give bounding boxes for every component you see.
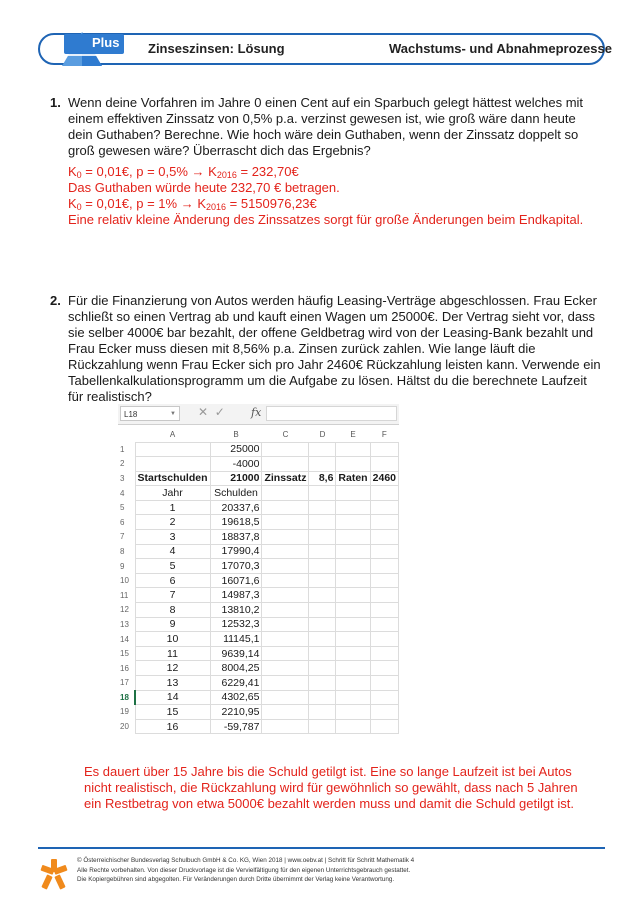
question-2-text xyxy=(68,293,608,405)
cell-e[interactable] xyxy=(336,632,370,647)
sheet-row xyxy=(118,603,399,618)
cell-c[interactable] xyxy=(262,486,309,501)
row-header[interactable]: 1 xyxy=(118,442,135,457)
corner-cell xyxy=(118,428,135,442)
name-box-value: L18 xyxy=(124,410,138,419)
cell-e[interactable] xyxy=(336,573,370,588)
cell-c[interactable] xyxy=(262,690,309,705)
cell-f[interactable] xyxy=(370,500,398,515)
cell-b[interactable]: Schulden xyxy=(210,486,262,501)
cell-c[interactable] xyxy=(262,661,309,676)
cell-e[interactable] xyxy=(336,559,370,574)
formula-icons xyxy=(198,405,225,419)
cell-e[interactable] xyxy=(336,515,370,530)
cell-b[interactable]: 13810,2 xyxy=(210,603,262,618)
cell-c[interactable]: Zinssatz xyxy=(262,471,309,486)
answer-line: $K_0$ = 0,01€, $p = 0,5\% \to K_{2016}$ = 232,70€ xyxy=(68,164,299,180)
cell-d[interactable]: 8,6 xyxy=(309,471,336,486)
cell-e[interactable] xyxy=(336,676,370,691)
row-header[interactable]: 6 xyxy=(118,515,135,530)
sheet-row xyxy=(118,486,399,501)
column-header[interactable]: D xyxy=(309,428,336,442)
cell-b[interactable]: 19618,5 xyxy=(210,515,262,530)
cell-a[interactable]: 10 xyxy=(135,632,210,647)
cell-f[interactable] xyxy=(370,530,398,545)
cell-f[interactable] xyxy=(370,559,398,574)
cell-a[interactable]: 12 xyxy=(135,661,210,676)
cell-a[interactable]: Startschulden xyxy=(135,471,210,486)
row-header[interactable]: 17 xyxy=(118,676,135,691)
cell-b[interactable]: -59,787 xyxy=(210,719,262,734)
cell-a[interactable]: 8 xyxy=(135,603,210,618)
cell-b[interactable]: 2210,95 xyxy=(210,705,262,720)
cell-a[interactable]: 4 xyxy=(135,544,210,559)
cell-e[interactable] xyxy=(336,719,370,734)
q1-line: dein Guthaben? Berechne. Wie hoch wäre dein Guthaben, wenn der Zinssatz doppelt so xyxy=(68,127,579,142)
cell-c[interactable] xyxy=(262,515,309,530)
spreadsheet xyxy=(118,404,399,739)
cell-d[interactable] xyxy=(309,500,336,515)
cell-d[interactable] xyxy=(309,588,336,603)
row-header[interactable]: 18 xyxy=(118,690,135,705)
cell-c[interactable] xyxy=(262,617,309,632)
row-header[interactable]: 8 xyxy=(118,544,135,559)
cell-c[interactable] xyxy=(262,544,309,559)
cell-e[interactable] xyxy=(336,588,370,603)
cell-d[interactable] xyxy=(309,646,336,661)
cell-e[interactable] xyxy=(336,661,370,676)
cell-d[interactable] xyxy=(309,573,336,588)
sheet-row xyxy=(118,471,399,486)
cell-b[interactable]: 25000 xyxy=(210,442,262,457)
cell-f[interactable] xyxy=(370,603,398,618)
question-2-number: 2. xyxy=(50,293,61,308)
cell-e[interactable] xyxy=(336,603,370,618)
cell-e[interactable] xyxy=(336,544,370,559)
cell-a[interactable]: 3 xyxy=(135,530,210,545)
row-header[interactable]: 16 xyxy=(118,661,135,676)
footer-line: Alle Rechte vorbehalten. Von dieser Druckvorlage ist die Vervielfältigung für den eigenen Unterrichtsgebrauch gestattet. xyxy=(77,866,411,874)
cell-d[interactable] xyxy=(309,632,336,647)
row-header[interactable]: 20 xyxy=(118,719,135,734)
cell-c[interactable] xyxy=(262,705,309,720)
sheet-row xyxy=(118,676,399,691)
cell-a[interactable] xyxy=(135,442,210,457)
cell-e[interactable] xyxy=(336,646,370,661)
cell-e[interactable] xyxy=(336,486,370,501)
q2-line: schließt so einen Vertrag ab und kauft einen Wagen um 25000€. Der Vertrag sieht vor, dass xyxy=(68,309,596,324)
sheet-row xyxy=(118,500,399,515)
column-header[interactable]: B xyxy=(210,428,262,442)
row-header[interactable]: 9 xyxy=(118,559,135,574)
cell-d[interactable] xyxy=(309,442,336,457)
cell-a[interactable]: 1 xyxy=(135,500,210,515)
cell-b[interactable]: 14987,3 xyxy=(210,588,262,603)
cell-d[interactable] xyxy=(309,661,336,676)
q2-line: für realistisch? xyxy=(68,389,152,404)
q2-line: Rückzahlung wenn Frau Ecker sich pro Jahr 2460€ Rückzahlung leisten kann. Verwende ein xyxy=(68,357,601,372)
section-title: Wachstums- und Abnahmeprozesse xyxy=(389,41,612,56)
cell-b[interactable]: 12532,3 xyxy=(210,617,262,632)
cell-f[interactable] xyxy=(370,661,398,676)
cell-d[interactable] xyxy=(309,705,336,720)
cell-f[interactable] xyxy=(370,690,398,705)
cell-d[interactable] xyxy=(309,515,336,530)
cell-b[interactable]: 6229,41 xyxy=(210,676,262,691)
cell-a[interactable] xyxy=(135,457,210,472)
cell-b[interactable]: 17070,3 xyxy=(210,559,262,574)
column-header[interactable]: C xyxy=(262,428,309,442)
cell-a[interactable]: 6 xyxy=(135,573,210,588)
name-box[interactable] xyxy=(120,406,180,421)
cell-c[interactable] xyxy=(262,676,309,691)
cell-e[interactable] xyxy=(336,442,370,457)
sheet-row xyxy=(118,559,399,574)
cell-d[interactable] xyxy=(309,486,336,501)
cell-b[interactable]: 8004,25 xyxy=(210,661,262,676)
row-header[interactable]: 11 xyxy=(118,588,135,603)
q2-line: Tabellenkalkulationsprogramm um die Aufgabe zu lösen. Hältst du die berechnete Laufzeit xyxy=(68,373,587,388)
cell-b[interactable]: 18837,8 xyxy=(210,530,262,545)
cell-c[interactable] xyxy=(262,646,309,661)
q1-line: groß gewesen wäre? Überrascht dich das Ergebnis? xyxy=(68,143,371,158)
plus-logo xyxy=(50,30,132,70)
cell-c[interactable] xyxy=(262,530,309,545)
question-1-text xyxy=(68,95,588,159)
cell-c[interactable] xyxy=(262,442,309,457)
page-title: Zinseszinsen: Lösung xyxy=(148,41,285,56)
cell-f[interactable] xyxy=(370,515,398,530)
cell-b[interactable]: -4000 xyxy=(210,457,262,472)
confirm-icon[interactable]: ✓ xyxy=(214,405,225,419)
sheet-row xyxy=(118,544,399,559)
cell-f[interactable] xyxy=(370,588,398,603)
answer-line: ein Restbetrag von etwa 5000€ bezahlt werden muss und damit die Schuld getilgt ist. xyxy=(84,796,574,811)
publisher-logo-icon xyxy=(40,857,68,893)
cell-b[interactable]: 9639,14 xyxy=(210,646,262,661)
cell-b[interactable]: 11145,1 xyxy=(210,632,262,647)
footer-line: Die Kopiergebühren sind abgegolten. Für Veränderungen durch Dritte übernimmt der Verlag keine Verantwortung. xyxy=(77,876,395,883)
cell-a[interactable]: 7 xyxy=(135,588,210,603)
sheet-grid xyxy=(118,428,399,734)
sheet-row xyxy=(118,515,399,530)
cell-e[interactable] xyxy=(336,530,370,545)
sheet-row xyxy=(118,646,399,661)
cell-c[interactable] xyxy=(262,632,309,647)
cell-f[interactable] xyxy=(370,457,398,472)
sheet-row xyxy=(118,573,399,588)
column-header[interactable]: A xyxy=(135,428,210,442)
cell-a[interactable]: 9 xyxy=(135,617,210,632)
footer-copyright xyxy=(77,856,414,885)
cell-e[interactable]: Raten xyxy=(336,471,370,486)
q1-line: einem effektiven Zinssatz von 0,5% p.a. verzinst gewesen ist, wie groß wäre dann heute xyxy=(68,111,576,126)
answer-line: Das Guthaben würde heute 232,70 € betragen. xyxy=(68,180,340,195)
answer-line: Eine relativ kleine Änderung des Zinssatzes sorgt für große Änderungen beim Endkapital. xyxy=(68,212,584,227)
cell-f[interactable] xyxy=(370,676,398,691)
column-header[interactable]: F xyxy=(370,428,398,442)
column-header-row xyxy=(118,428,399,442)
cell-c[interactable] xyxy=(262,573,309,588)
cell-c[interactable] xyxy=(262,588,309,603)
row-header[interactable]: 19 xyxy=(118,705,135,720)
q2-line: sie selber 4000€ bar bezahlt, der offene Geldbetrag wird von der Leasing-Bank bezahlt und xyxy=(68,325,594,340)
cell-e[interactable] xyxy=(336,690,370,705)
cell-f[interactable] xyxy=(370,486,398,501)
row-header[interactable]: 14 xyxy=(118,632,135,647)
cell-a[interactable]: Jahr xyxy=(135,486,210,501)
cell-c[interactable] xyxy=(262,719,309,734)
sheet-row xyxy=(118,719,399,734)
cell-a[interactable]: 5 xyxy=(135,559,210,574)
row-header[interactable]: 15 xyxy=(118,646,135,661)
cell-d[interactable] xyxy=(309,544,336,559)
row-header[interactable]: 2 xyxy=(118,457,135,472)
sheet-row xyxy=(118,632,399,647)
answer-line: nicht realistisch, die Rückzahlung wird für gewöhnlich so gewählt, dass nach 5 Jahren xyxy=(84,780,578,795)
sheet-row xyxy=(118,617,399,632)
q2-line: Für die Finanzierung von Autos werden häufig Leasing-Verträge abgeschlossen. Frau Ecker xyxy=(68,293,597,308)
cell-f[interactable] xyxy=(370,617,398,632)
cell-c[interactable] xyxy=(262,500,309,515)
sheet-row xyxy=(118,661,399,676)
question-1-answer xyxy=(68,164,583,228)
row-header[interactable]: 3 xyxy=(118,471,135,486)
cell-b[interactable]: 16071,6 xyxy=(210,573,262,588)
cell-c[interactable] xyxy=(262,559,309,574)
question-1-number: 1. xyxy=(50,95,61,110)
cell-d[interactable] xyxy=(309,676,336,691)
cell-a[interactable]: 16 xyxy=(135,719,210,734)
cell-a[interactable]: 11 xyxy=(135,646,210,661)
chevron-down-icon: ▼ xyxy=(170,411,176,417)
cell-d[interactable] xyxy=(309,530,336,545)
cell-f[interactable] xyxy=(370,705,398,720)
cell-a[interactable]: 14 xyxy=(135,690,210,705)
cell-d[interactable] xyxy=(309,719,336,734)
cell-b[interactable]: 4302,65 xyxy=(210,690,262,705)
cell-f[interactable] xyxy=(370,719,398,734)
sheet-row xyxy=(118,457,399,472)
cell-e[interactable] xyxy=(336,705,370,720)
cell-f[interactable] xyxy=(370,646,398,661)
cell-a[interactable]: 2 xyxy=(135,515,210,530)
cell-f[interactable]: 2460 xyxy=(370,471,398,486)
function-icon[interactable]: fx xyxy=(251,406,262,419)
cell-d[interactable] xyxy=(309,617,336,632)
question-2-answer xyxy=(84,764,578,812)
row-header[interactable]: 4 xyxy=(118,486,135,501)
cancel-icon[interactable]: ✕ xyxy=(198,405,209,419)
plus-label: Plus xyxy=(92,35,120,50)
q2-line: Frau Ecker muss diesen mit 8,56% p.a. Zinsen zurück zahlen. Wie lange läuft die xyxy=(68,341,536,356)
formula-bar xyxy=(118,404,399,425)
cell-d[interactable] xyxy=(309,559,336,574)
row-header[interactable]: 7 xyxy=(118,530,135,545)
cell-e[interactable] xyxy=(336,457,370,472)
row-header[interactable]: 13 xyxy=(118,617,135,632)
q1-line: Wenn deine Vorfahren im Jahre 0 einen Cent auf ein Sparbuch gelegt hättest welches mit xyxy=(68,95,584,110)
cell-b[interactable]: 20337,6 xyxy=(210,500,262,515)
cell-b[interactable]: 17990,4 xyxy=(210,544,262,559)
cell-e[interactable] xyxy=(336,617,370,632)
cell-f[interactable] xyxy=(370,573,398,588)
cell-e[interactable] xyxy=(336,500,370,515)
formula-input[interactable] xyxy=(266,406,397,421)
answer-line: $K_0$ = 0,01€, $p = 1\% \to K_{2016}$ = 5150976,23€ xyxy=(68,196,317,212)
sheet-row xyxy=(118,530,399,545)
row-header[interactable]: 12 xyxy=(118,603,135,618)
cell-f[interactable] xyxy=(370,544,398,559)
cell-f[interactable] xyxy=(370,632,398,647)
cell-b[interactable]: 21000 xyxy=(210,471,262,486)
footer-divider xyxy=(38,847,605,849)
cell-d[interactable] xyxy=(309,603,336,618)
cell-d[interactable] xyxy=(309,457,336,472)
cell-a[interactable]: 13 xyxy=(135,676,210,691)
sheet-row xyxy=(118,442,399,457)
cell-c[interactable] xyxy=(262,457,309,472)
row-header[interactable]: 10 xyxy=(118,573,135,588)
column-header[interactable]: E xyxy=(336,428,370,442)
answer-line: Es dauert über 15 Jahre bis die Schuld getilgt ist. Eine so lange Laufzeit ist bei Autos xyxy=(84,764,572,779)
sheet-row xyxy=(118,705,399,720)
cell-f[interactable] xyxy=(370,442,398,457)
cell-c[interactable] xyxy=(262,603,309,618)
sheet-row xyxy=(118,588,399,603)
sheet-row xyxy=(118,690,399,705)
footer-line: © Österreichischer Bundesverlag Schulbuch GmbH & Co. KG, Wien 2018 | www.oebv.at | Schritt für Schritt Mathematik 4 xyxy=(77,857,415,864)
cell-d[interactable] xyxy=(309,690,336,705)
cell-a[interactable]: 15 xyxy=(135,705,210,720)
row-header[interactable]: 5 xyxy=(118,500,135,515)
